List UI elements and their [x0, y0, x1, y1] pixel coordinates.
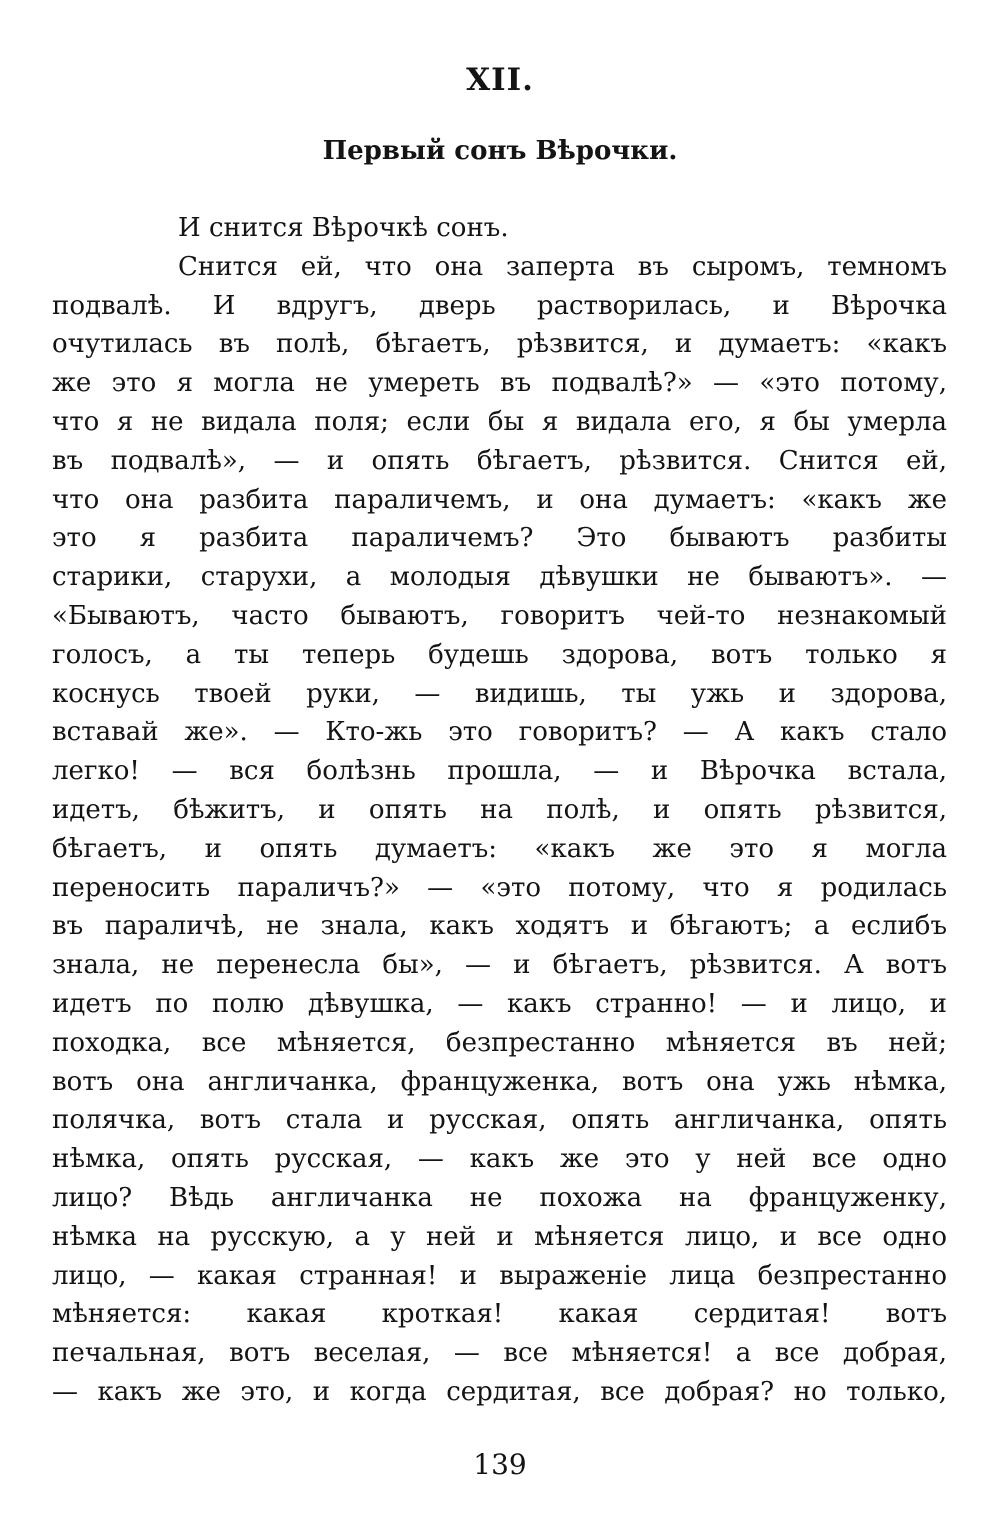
text-line: коснусь твоей руки, — видишь, ты ужь и здорова, — [52, 678, 947, 709]
text-line: бѣгаетъ, и опять думаетъ: «какъ же это я могла — [52, 833, 947, 864]
text-line: «Бываютъ, часто бываютъ, говоритъ чей-то незнакомый — [52, 600, 947, 631]
text-line: нѣмка на русскую, а у ней и мѣняется лицо, и все одно — [52, 1221, 947, 1252]
text-line: въ параличѣ, не знала, какъ ходятъ и бѣгаютъ; а еслибъ — [52, 911, 947, 942]
page-number: 139 — [473, 1448, 527, 1481]
text-line: лицо, — какая странная! и выраженіе лица безпрестанно — [52, 1260, 947, 1291]
text-line: идетъ по полю дѣвушка, — какъ странно! — и лицо, и — [52, 988, 947, 1019]
text-line: вставай же». — Кто-жь это говоритъ? — А какъ стало — [52, 717, 947, 748]
text-line: очутилась въ полѣ, бѣгаетъ, рѣзвится, и думаетъ: «какъ — [52, 329, 947, 360]
text-line: знала, не перенесла бы», — и бѣгаетъ, рѣзвится. А вотъ — [52, 950, 947, 981]
text-line: нѣмка, опять русская, — какъ же это у ней все одно — [52, 1144, 947, 1175]
text-line: что она разбита параличемъ, и она думаетъ: «какъ же — [52, 484, 947, 515]
text-line: это я разбита параличемъ? Это бываютъ разбиты — [52, 523, 947, 554]
text-line: лицо? Вѣдь англичанка не похожа на француженку, — [52, 1182, 947, 1213]
text-line: старики, старухи, а молодыя дѣвушки не бываютъ». — — [52, 562, 947, 593]
text-line: голосъ, а ты теперь будешь здорова, вотъ только я — [52, 639, 947, 670]
text-line: походка, все мѣняется, безпрестанно мѣняется въ ней; — [52, 1027, 947, 1058]
text-line: Снится ей, что она заперта въ сыромъ, темномъ — [178, 251, 947, 282]
text-line: полячка, вотъ стала и русская, опять англичанка, опять — [52, 1105, 947, 1136]
text-line: И снится Вѣрочкѣ сонъ. — [178, 213, 509, 243]
text-line: что я не видала поля; если бы я видала его, я бы умерла — [52, 406, 947, 437]
text-line: въ подвалѣ», — и опять бѣгаетъ, рѣзвится. Снится ей, — [52, 445, 947, 476]
text-line: идетъ, бѣжитъ, и опять на полѣ, и опять рѣзвится, — [52, 794, 947, 825]
text-line: подвалѣ. И вдругъ, дверь растворилась, и Вѣрочка — [52, 290, 947, 321]
text-line: мѣняется: какая кроткая! какая сердитая! вотъ — [52, 1299, 947, 1330]
chapter-title: Первый сонъ Вѣрочки. — [322, 136, 678, 166]
body-text — [52, 209, 947, 1412]
text-line: переносить параличъ?» — «это потому, что я родилась — [52, 872, 947, 903]
text-line: вотъ она англичанка, француженка, вотъ она ужь нѣмка, — [52, 1066, 947, 1097]
text-line: печальная, вотъ веселая, — все мѣняется! а все добрая, — [52, 1338, 947, 1369]
text-line: — какъ же это, и когда сердитая, все добрая? но только, — [52, 1376, 947, 1407]
chapter-number: XII. — [466, 62, 534, 98]
text-line: же это я могла не умереть въ подвалѣ?» — «это потому, — [52, 368, 947, 399]
text-line: легко! — вся болѣзнь прошла, — и Вѣрочка встала, — [52, 756, 947, 787]
